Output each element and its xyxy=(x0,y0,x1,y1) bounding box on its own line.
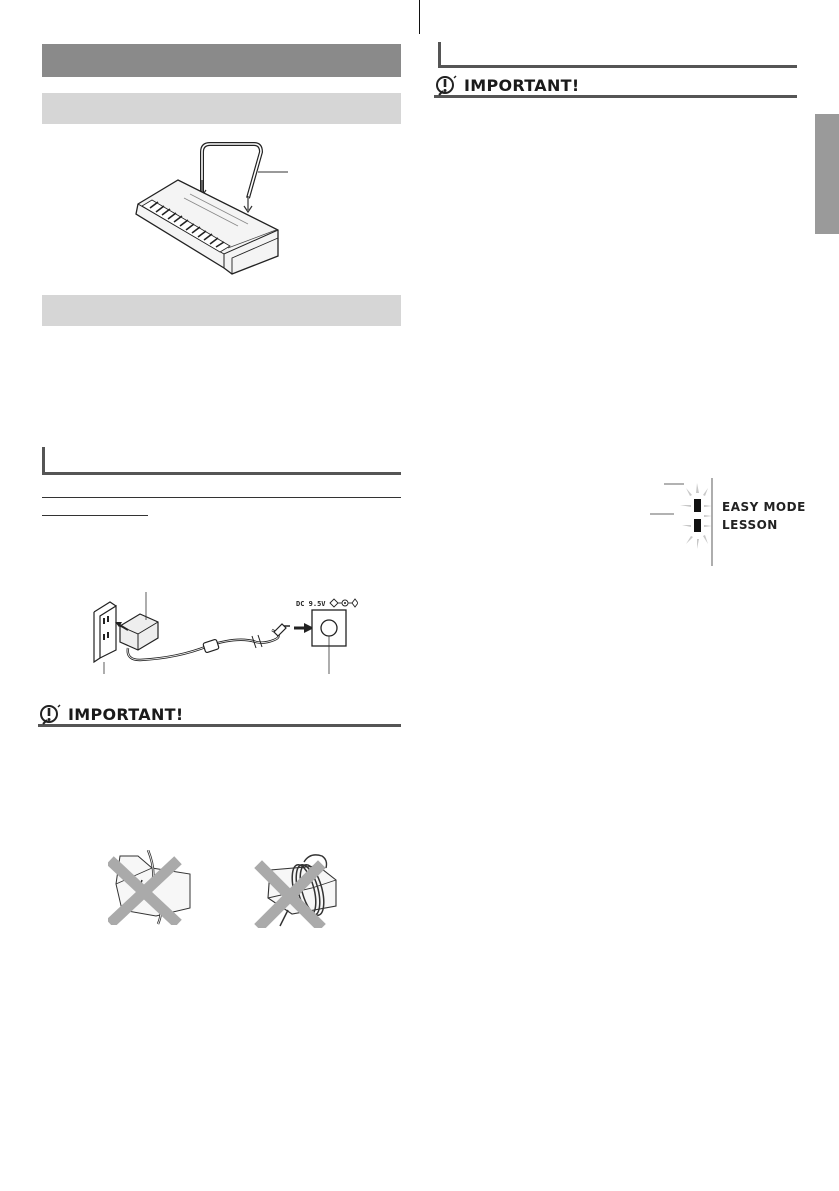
mode-indicators-figure xyxy=(646,478,716,568)
important-label: IMPORTANT! xyxy=(68,704,184,724)
section-header-right xyxy=(438,42,797,68)
polarity-symbol-icon xyxy=(328,598,358,608)
subheading-underline xyxy=(42,497,401,498)
cord-bending-prohibited-figure xyxy=(108,850,193,925)
section-header-ac-adapter xyxy=(42,447,401,475)
section-bar-power xyxy=(42,295,401,326)
important-label: IMPORTANT! xyxy=(464,75,580,95)
dc-voltage-label: DC 9.5V xyxy=(296,600,326,608)
keyboard-music-stand-figure xyxy=(128,138,298,276)
cord-wrapping-prohibited-figure xyxy=(252,850,342,928)
lesson-indicator-label: LESSON xyxy=(722,518,778,532)
ac-adapter-connection-figure xyxy=(88,586,360,678)
section-bar-main xyxy=(42,44,401,77)
exclamation-bulb-icon xyxy=(434,75,458,97)
exclamation-bulb-icon xyxy=(38,704,62,726)
important-notice-left xyxy=(38,705,401,727)
easy-mode-indicator-label: EASY MODE xyxy=(722,500,806,514)
crop-mark xyxy=(419,0,420,34)
subheading-underline-short xyxy=(42,515,148,516)
side-tab xyxy=(815,114,839,234)
important-notice-right xyxy=(434,76,797,98)
section-bar-music-stand xyxy=(42,93,401,124)
